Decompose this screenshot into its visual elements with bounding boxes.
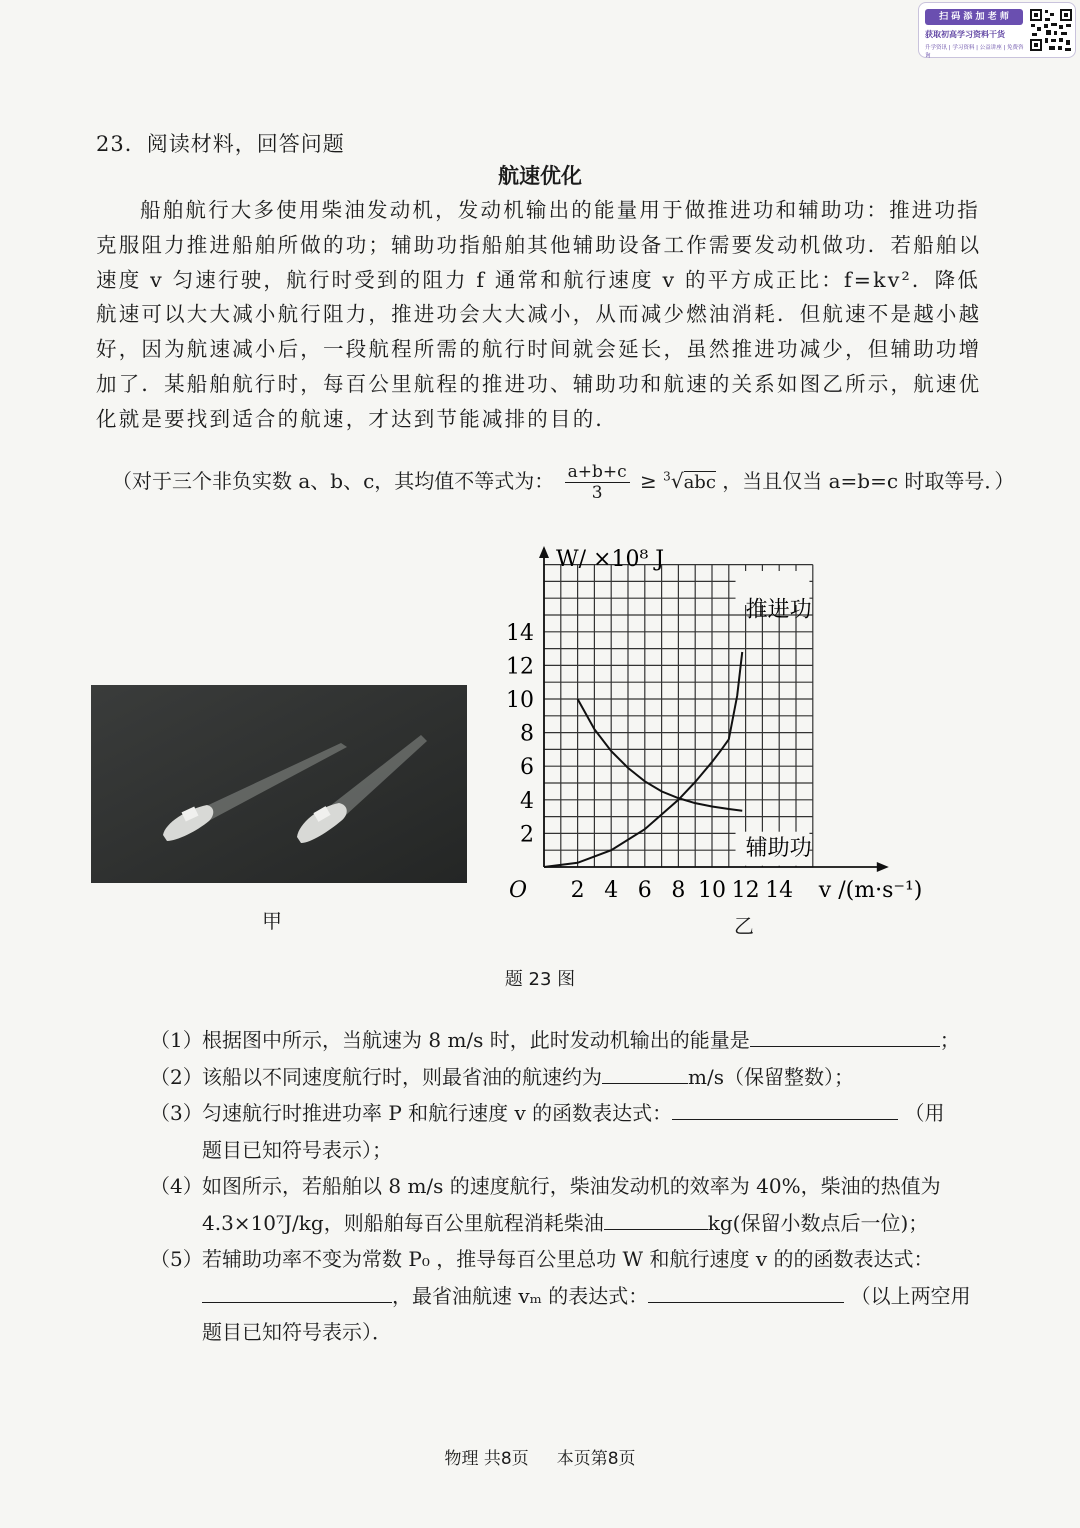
- y-tick-label: 4: [520, 788, 534, 814]
- sub-question-tail: （以上两空用: [850, 1283, 971, 1308]
- watermark-line1: 获取初高学习资料干货: [925, 30, 1005, 39]
- ship-photo: [91, 685, 467, 883]
- sub-question-number: （4）: [150, 1174, 203, 1198]
- answer-blank-4[interactable]: [604, 1207, 708, 1230]
- y-axis-arrow: [539, 546, 549, 558]
- sub-question-4: [150, 1168, 1010, 1205]
- sub-question-2: [150, 1059, 1010, 1096]
- watermark-card: [918, 2, 1076, 58]
- fraction-denominator: 3: [591, 483, 603, 503]
- work-speed-chart: [500, 540, 1000, 910]
- y-tick-label: 10: [506, 688, 534, 713]
- y-tick-label: 14: [506, 620, 534, 646]
- qr-code-icon: [1029, 8, 1073, 52]
- sub-question-text: 若辅助功率不变为常数 P₀ ，推导每百公里总功 W 和航行速度 v 的的函数表达式：: [202, 1247, 934, 1271]
- x-tick-label: 10: [698, 878, 726, 903]
- sub-question-text: 4.3×10⁷J/kg，则船舶每百公里航程消耗柴油: [202, 1210, 604, 1235]
- sub-question-3: [150, 1095, 1010, 1132]
- origin-label: O: [508, 878, 528, 903]
- root-symbol: √: [670, 469, 684, 493]
- x-tick-label: 12: [731, 878, 760, 903]
- y-tick-label: 6: [520, 755, 534, 781]
- radicand: abc: [683, 472, 716, 493]
- article-title: 航速优化: [498, 164, 582, 188]
- sub-question-number: （1）: [150, 1028, 203, 1052]
- root-index: 3: [663, 469, 671, 484]
- sub-question-5-cont: [150, 1278, 1010, 1315]
- sub-question-number: （2）: [150, 1064, 203, 1089]
- sub-questions: [150, 1022, 1010, 1351]
- y-tick-label: 8: [520, 721, 534, 747]
- caption-yi: 乙: [734, 914, 754, 938]
- footer-page-number: 本页第8页: [556, 1449, 636, 1469]
- answer-blank-5b[interactable]: [648, 1280, 844, 1303]
- y-axis-title: W/ ×10⁸ J: [556, 547, 665, 572]
- figure-caption: 题 23 图: [504, 969, 576, 990]
- sub-question-text: ，最省油航速 vₘ 的表达式：: [392, 1283, 649, 1308]
- sub-question-5: [150, 1241, 1010, 1278]
- sub-question-4-cont: [150, 1205, 1010, 1242]
- question-instruction: 阅读材料，回答问题: [146, 132, 345, 156]
- sub-question-3-cont: 题目已知符号表示）；: [202, 1137, 392, 1162]
- page-footer: [0, 1444, 1080, 1469]
- sub-question-tail: （用: [904, 1101, 945, 1125]
- footer-page-count: 物理 共8页: [444, 1449, 529, 1469]
- series-label-auxiliary: 辅助功: [745, 836, 812, 862]
- series-label-propulsion: 推进功: [745, 597, 812, 623]
- x-axis-title: v /(m·s⁻¹): [818, 878, 923, 903]
- inequality-prefix: （对于三个非负实数 a、b、c，其均值不等式为：: [112, 469, 555, 493]
- x-tick-label: 14: [765, 878, 794, 903]
- sub-question-5-cont2: 题目已知符号表示）．: [202, 1320, 392, 1344]
- y-tick-label: 12: [506, 654, 534, 680]
- sub-question-1: [150, 1022, 1010, 1059]
- x-axis-arrow: [877, 862, 889, 872]
- sub-question-text: 该船以不同速度航行时，则最省油的航速约为: [202, 1064, 602, 1089]
- x-tick-label: 2: [570, 878, 585, 903]
- fraction-numerator: a+b+c: [565, 462, 630, 483]
- mean-fraction: [565, 462, 630, 503]
- inequality-suffix: ，当且仅当 a=b=c 时取等号．）: [722, 469, 1015, 493]
- x-tick-label: 8: [671, 878, 686, 903]
- sub-question-tail: m/s（保留整数）；: [688, 1064, 854, 1089]
- answer-blank-1[interactable]: [750, 1024, 940, 1047]
- watermark-line2: 升学资讯 | 学习资料 | 公益讲座 | 免费咨询: [925, 45, 1024, 59]
- question-header: [96, 128, 345, 158]
- x-tick-label: 6: [637, 878, 652, 903]
- sub-question-number: （3）: [150, 1101, 203, 1125]
- question-number: 23．: [96, 132, 147, 156]
- sub-question-text: 根据图中所示，当航速为 8 m/s 时，此时发动机输出的能量是: [202, 1028, 750, 1052]
- y-tick-label: 2: [520, 822, 534, 848]
- watermark-badge: 扫 码 添 加 老 师: [925, 9, 1023, 25]
- article-paragraph: 船舶航行大多使用柴油发动机，发动机输出的能量用于做推进功和辅助功：推进功指克服阻力推进船舶所做的功；辅助功指船舶其他辅助设备工作需要发动机做功．若船舶以速度 v 匀速行驶，航行时受到的阻力 f 通常和航行速度 v 的平方成正比：f=kv²．降低航速可以大大减小航行阻力，推进功会大大减小，从而减少燃油消耗．但航速不是越小越好，因为航速减小后，一段航程所需的航行时间就会延长，虽然推进功减少，但辅助功增加了．某船舶航行时，每百公里航程的推进功、辅助功和航速的关系如图乙所示，航速优化就是要找到适合的航速，才达到节能减排的目的．: [96, 198, 982, 431]
- caption-jia: 甲: [262, 909, 282, 933]
- answer-blank-2[interactable]: [602, 1061, 688, 1084]
- answer-blank-3[interactable]: [672, 1097, 898, 1120]
- sub-question-text: 匀速航行时推进功率 P 和航行速度 v 的函数表达式：: [202, 1101, 673, 1125]
- sub-question-text: 如图所示，若船舶以 8 m/s 的速度航行，柴油发动机的效率为 40%，柴油的热值为: [202, 1174, 941, 1198]
- answer-blank-5a[interactable]: [202, 1280, 392, 1303]
- article-body: [96, 193, 996, 437]
- inequality-note: [112, 462, 1032, 503]
- sub-question-number: （5）: [150, 1247, 203, 1271]
- ge-symbol: ≥: [640, 469, 657, 493]
- x-tick-label: 4: [604, 878, 619, 903]
- sub-question-tail: kg(保留小数点后一位)；: [707, 1210, 929, 1235]
- sub-question-tail: ；: [939, 1028, 960, 1052]
